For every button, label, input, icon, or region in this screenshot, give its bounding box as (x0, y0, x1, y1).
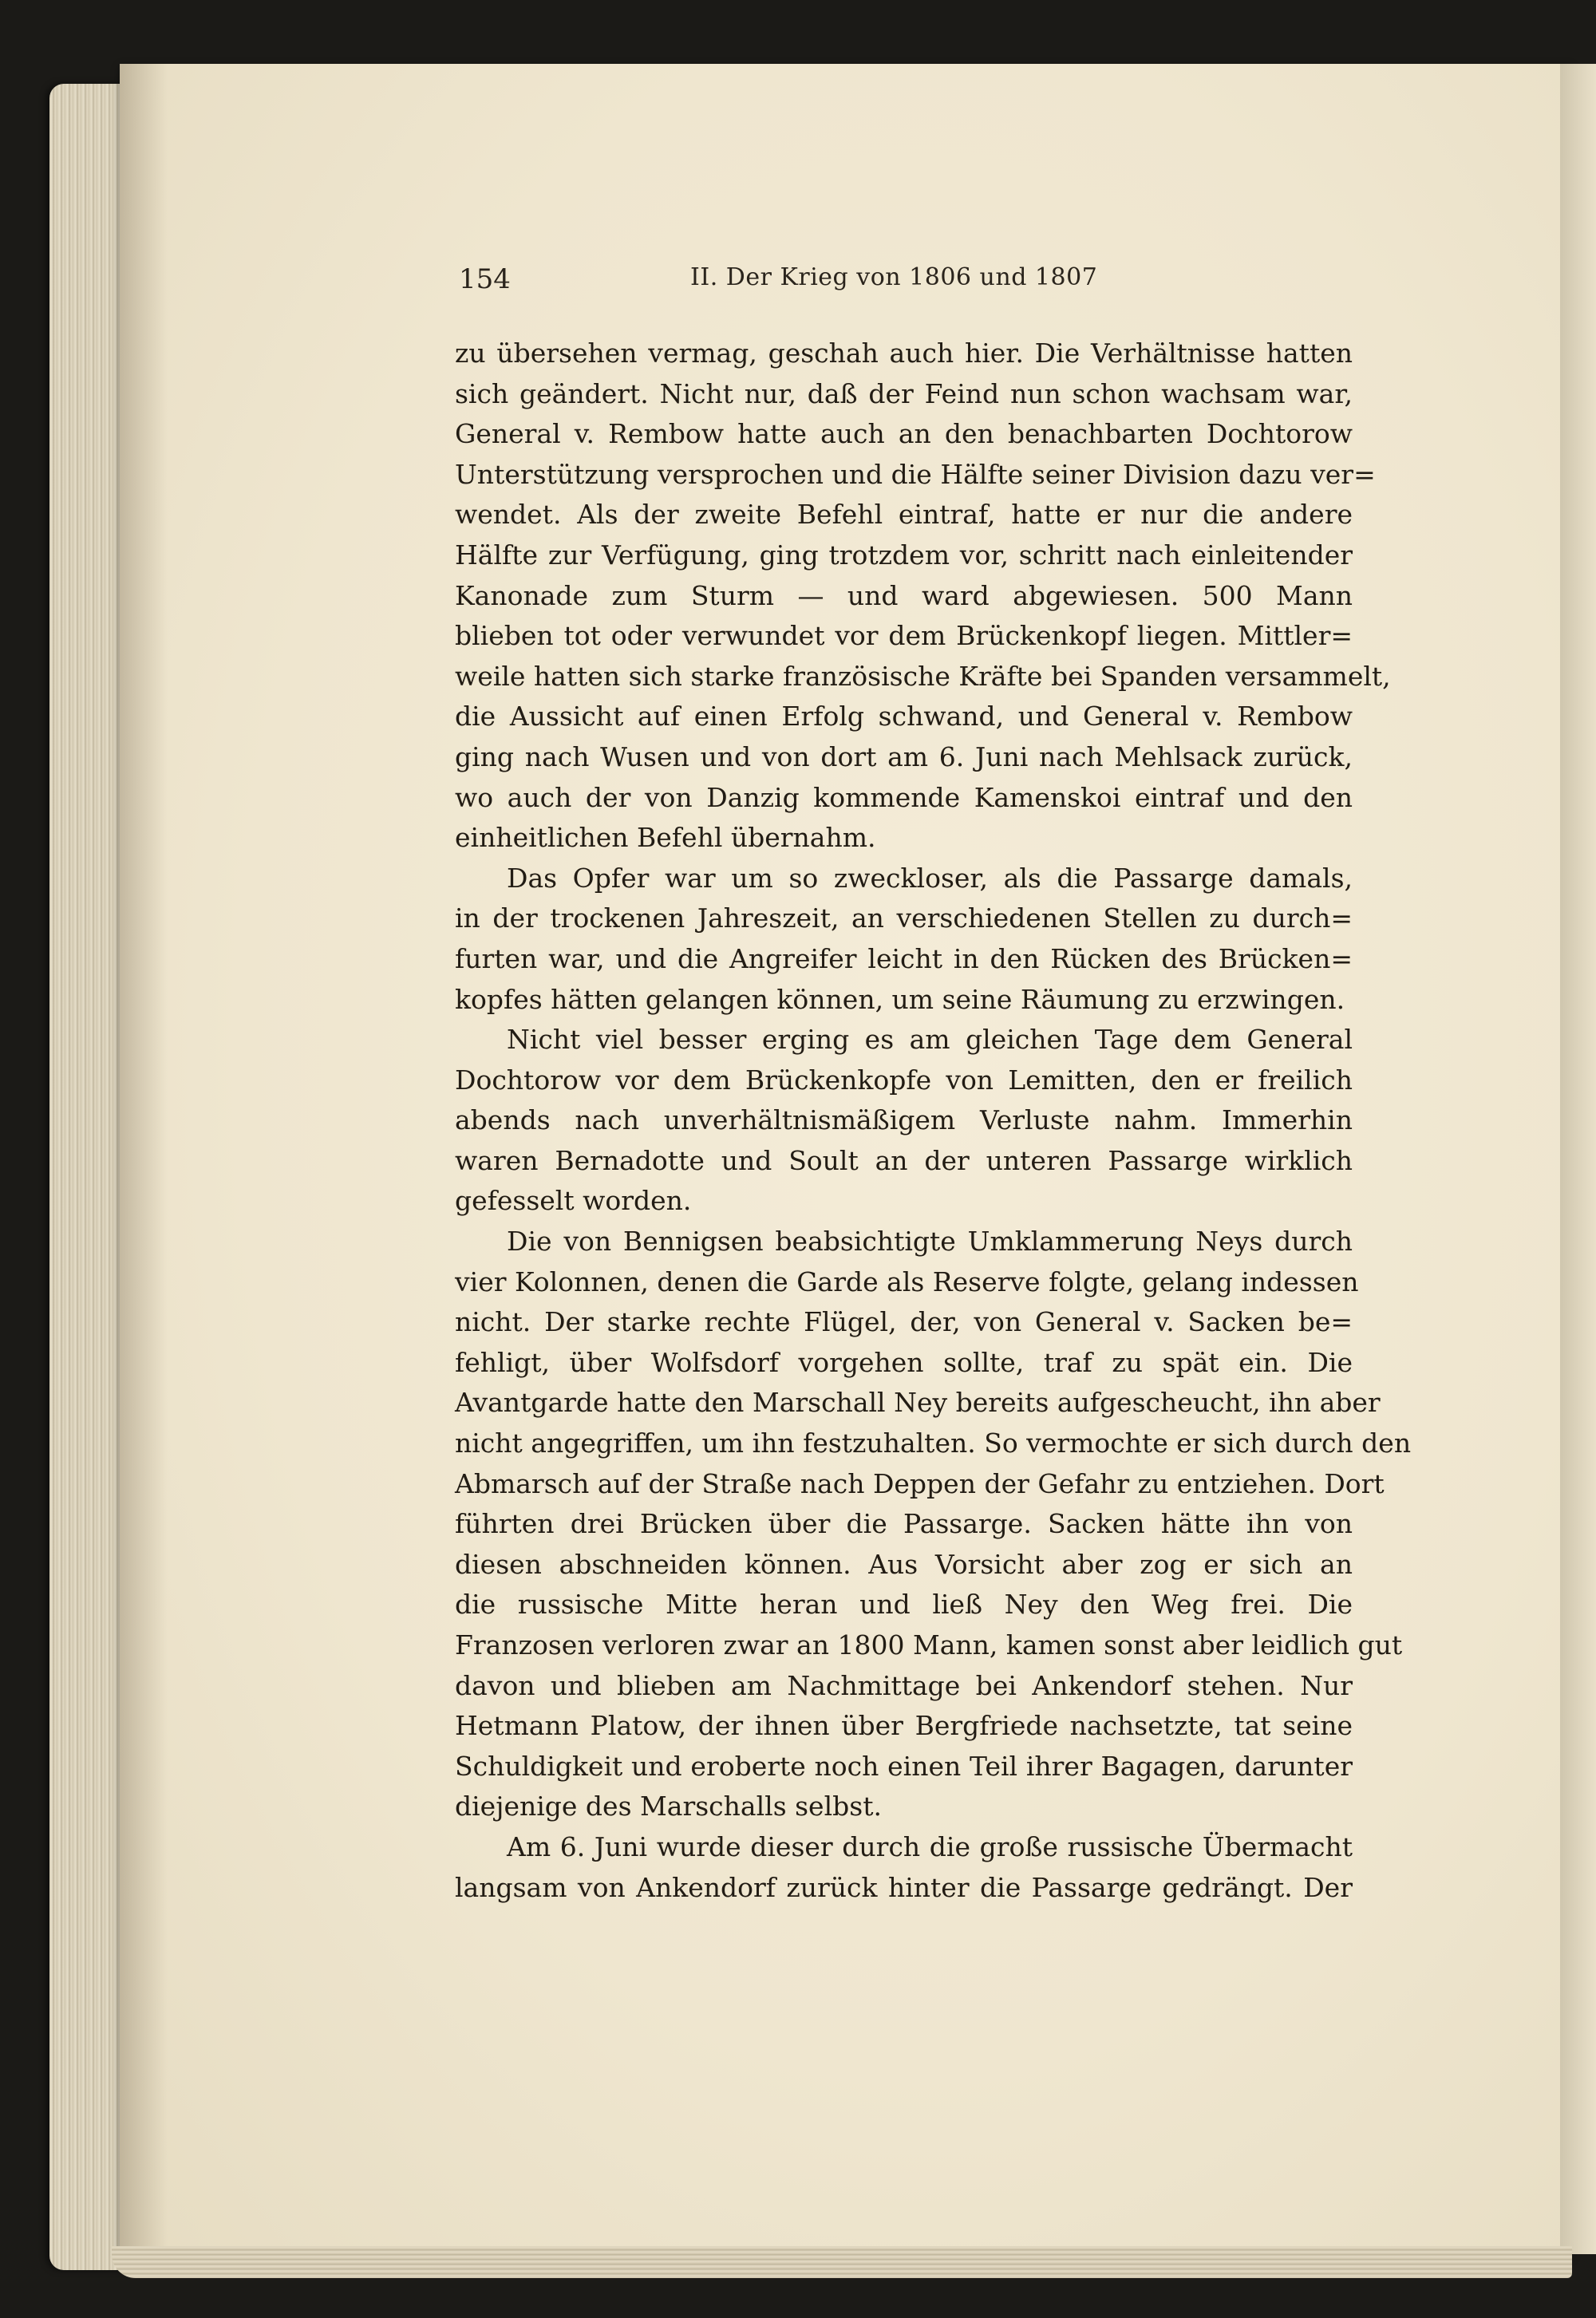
page-header (459, 263, 1353, 303)
text-line: Abmarsch auf der Straße nach Deppen der Gefahr zu entziehen. Dort (455, 1467, 1385, 1499)
text-line: in der trockenen Jahreszeit, an verschiedenen Stellen zu durch= (455, 902, 1353, 934)
text-line: General v. Rembow hatte auch an den benachbarten Dochtorow (455, 418, 1353, 450)
text-line: Am 6. Juni wurde dieser durch die große russische Übermacht (507, 1830, 1353, 1862)
text-line: weile hatten sich starke französische Kräfte bei Spanden versammelt, (455, 660, 1391, 692)
text-line: ging nach Wusen und von dort am 6. Juni nach Mehlsack zurück, (455, 740, 1353, 772)
text-line: Das Opfer war um so zweckloser, als die Passarge damals, (507, 862, 1353, 894)
text-line: gefesselt worden. (455, 1185, 692, 1217)
text-line: wendet. Als der zweite Befehl eintraf, hatte er nur die andere (455, 499, 1353, 531)
text-line: Die von Bennigsen beabsichtigte Umklammerung Neys durch (507, 1226, 1353, 1258)
text-line: fehligt, über Wolfsdorf vorgehen sollte, traf zu spät ein. Die (455, 1346, 1353, 1378)
text-line: Dochtorow vor dem Brückenkopfe von Lemitten, den er freilich (455, 1064, 1353, 1096)
text-line: Nicht viel besser erging es am gleichen Tage dem General (507, 1024, 1353, 1056)
text-line: kopfes hätten gelangen können, um seine Räumung zu erzwingen. (455, 983, 1345, 1015)
text-line: Schuldigkeit und eroberte noch einen Teil ihrer Bagagen, darunter (455, 1750, 1353, 1782)
text-line: sich geändert. Nicht nur, daß der Feind nun schon wachsam war, (455, 377, 1353, 409)
running-head: II. Der Krieg von 1806 und 1807 (690, 263, 1098, 291)
text-line: Kanonade zum Sturm — und ward abgewiesen. 500 Mann (455, 579, 1353, 611)
text-line: die russische Mitte heran und ließ Ney den Weg frei. Die (455, 1589, 1353, 1621)
text-line: Hetmann Platow, der ihnen über Bergfriede nachsetzte, tat seine (455, 1710, 1353, 1742)
text-line: Hälfte zur Verfügung, ging trotzdem vor, schritt nach einleitender (455, 539, 1353, 571)
text-line: blieben tot oder verwundet vor dem Brückenkopf liegen. Mittler= (455, 620, 1353, 652)
body-text (455, 334, 1412, 1908)
text-line: führten drei Brücken über die Passarge. Sacken hätte ihn von (455, 1508, 1353, 1540)
text-line: einheitlichen Befehl übernahm. (455, 822, 876, 854)
gutter-shadow (120, 64, 168, 2254)
text-line: diejenige des Marschalls selbst. (455, 1791, 882, 1822)
text-line: diesen abschneiden können. Aus Vorsicht aber zog er sich an (455, 1548, 1353, 1580)
facing-page-edge (1560, 64, 1596, 2254)
text-line: nicht angegriffen, um ihn festzuhalten. So vermochte er sich durch den (455, 1428, 1412, 1459)
text-line: waren Bernadotte und Soult an der unteren Passarge wirklich (455, 1144, 1353, 1176)
text-line: Unterstützung versprochen und die Hälfte seiner Division dazu ver= (455, 458, 1376, 490)
text-line: nicht. Der starke rechte Flügel, der, von General v. Sacken be= (455, 1306, 1353, 1338)
text-line: furten war, und die Angreifer leicht in den Rücken des Brücken= (455, 942, 1353, 974)
text-line: langsam von Ankendorf zurück hinter die Passarge gedrängt. Der (455, 1871, 1353, 1903)
text-line: Avantgarde hatte den Marschall Ney bereits aufgescheucht, ihn aber (455, 1387, 1381, 1419)
text-line: die Aussicht auf einen Erfolg schwand, und General v. Rembow (455, 701, 1353, 733)
text-line: vier Kolonnen, denen die Garde als Reserve folgte, gelang indessen (455, 1266, 1359, 1297)
text-line: zu übersehen vermag, geschah auch hier. Die Verhältnisse hatten (455, 338, 1353, 369)
page-number: 154 (459, 263, 511, 295)
text-line: abends nach unverhältnismäßigem Verluste nahm. Immerhin (455, 1104, 1353, 1136)
text-line: Franzosen verloren zwar an 1800 Mann, kamen sonst aber leidlich gut (455, 1629, 1403, 1661)
bottom-page-edges (112, 2246, 1572, 2278)
text-line: davon und blieben am Nachmittage bei Ankendorf stehen. Nur (455, 1669, 1353, 1701)
text-line: wo auch der von Danzig kommende Kamenskoi eintraf und den (455, 781, 1353, 813)
